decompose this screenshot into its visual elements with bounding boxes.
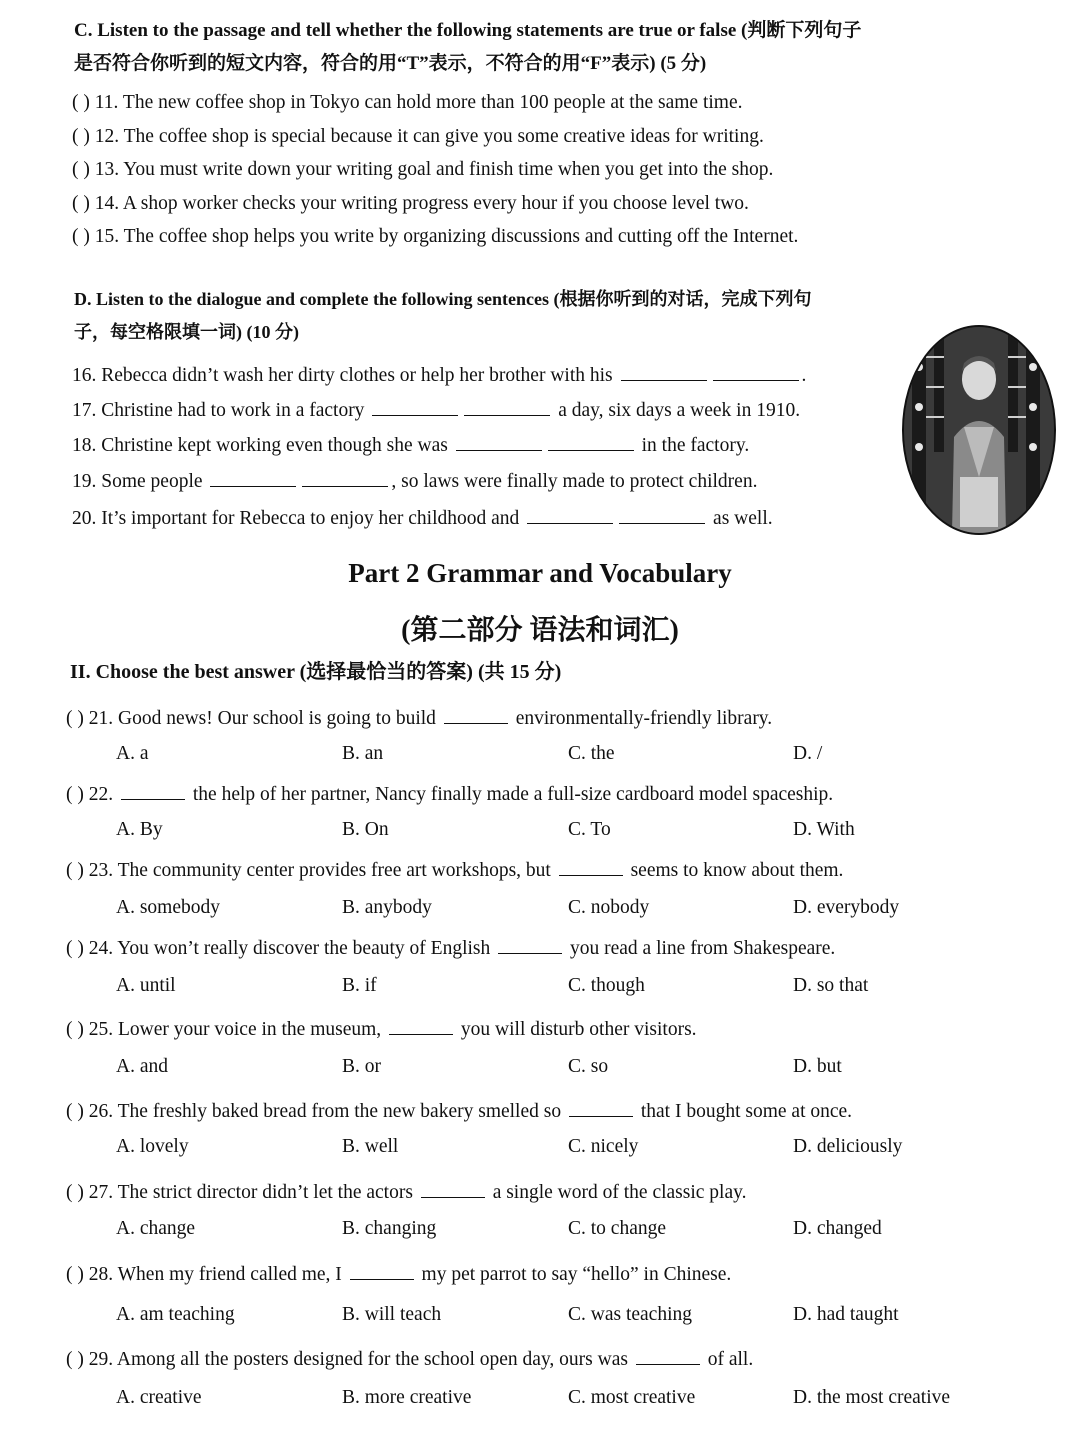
blank-17b[interactable] — [464, 397, 550, 416]
question-23-stem-end: seems to know about them. — [630, 860, 844, 881]
question-21-stem: ( ) 21. Good news! Our school is going to build — [66, 708, 436, 729]
blank-19a[interactable] — [210, 468, 296, 487]
sentence-18 — [72, 432, 749, 457]
question-28-stem-end: my pet parrot to say “hello” in Chinese. — [421, 1264, 732, 1285]
question-23-option-c[interactable]: C. nobody — [568, 897, 650, 918]
sentence-20-end: as well. — [713, 508, 773, 529]
answer-blank-24[interactable] — [498, 935, 562, 954]
section-d-heading-1: D. Listen to the dialogue and complete the following sentences (根据你听到的对话，完成下列句 — [74, 289, 812, 309]
question-23-option-a[interactable]: A. somebody — [116, 897, 220, 918]
question-27-stem: ( ) 27. The strict director didn’t let the actors — [66, 1182, 413, 1203]
sentence-17-text: 17. Christine had to work in a factory — [72, 400, 365, 421]
question-25-option-c[interactable]: C. so — [568, 1056, 609, 1077]
question-25-stem: ( ) 25. Lower your voice in the museum, — [66, 1019, 382, 1040]
statement-15: ( ) 15. The coffee shop helps you write by organizing discussions and cutting off the Internet. — [72, 226, 799, 247]
question-26-option-c[interactable]: C. nicely — [568, 1136, 639, 1157]
question-24-option-d[interactable]: D. so that — [793, 975, 869, 996]
question-21 — [66, 705, 772, 730]
answer-blank-21[interactable] — [444, 705, 508, 724]
question-29 — [66, 1346, 753, 1371]
question-24 — [66, 935, 835, 960]
answer-blank-28[interactable] — [350, 1261, 414, 1280]
sentence-19-text: 19. Some people — [72, 471, 203, 492]
question-29-option-a[interactable]: A. creative — [116, 1387, 202, 1408]
question-25-stem-end: you will disturb other visitors. — [460, 1019, 697, 1040]
question-24-option-c[interactable]: C. though — [568, 975, 645, 996]
question-26-option-d[interactable]: D. deliciously — [793, 1136, 903, 1157]
question-22-stem: ( ) 22. — [66, 784, 114, 805]
sentence-18-text: 18. Christine kept working even though she was — [72, 435, 448, 456]
sentence-16 — [72, 362, 806, 387]
question-23 — [66, 857, 843, 882]
question-29-option-c[interactable]: C. most creative — [568, 1387, 696, 1408]
question-25 — [66, 1016, 697, 1041]
question-27-stem-end: a single word of the classic play. — [492, 1182, 747, 1203]
question-27 — [66, 1179, 746, 1204]
section-ii-heading: II. Choose the best answer (选择最恰当的答案) (共 15 分) — [70, 661, 562, 683]
question-21-option-d[interactable]: D. / — [793, 743, 823, 764]
question-29-option-d[interactable]: D. the most creative — [793, 1387, 951, 1408]
question-28-stem: ( ) 28. When my friend called me, I — [66, 1264, 342, 1285]
sentence-20-text: 20. It’s important for Rebecca to enjoy her childhood and — [72, 508, 520, 529]
child-worker-photo — [902, 325, 1056, 535]
question-22-option-c[interactable]: C. To — [568, 819, 611, 840]
section-c-heading-1: C. Listen to the passage and tell whether the following statements are true or false (判断下列句子 — [74, 20, 862, 41]
blank-16b[interactable] — [713, 362, 799, 381]
question-22-stem-end: the help of her partner, Nancy finally made a full-size cardboard model spaceship. — [192, 784, 834, 805]
question-21-option-c[interactable]: C. the — [568, 743, 615, 764]
sentence-18-end: in the factory. — [641, 435, 750, 456]
blank-17a[interactable] — [372, 397, 458, 416]
sentence-16-end: . — [801, 365, 807, 386]
question-21-stem-end: environmentally-friendly library. — [515, 708, 773, 729]
question-26 — [66, 1098, 852, 1123]
statement-14: ( ) 14. A shop worker checks your writing progress every hour if you choose level two. — [72, 193, 749, 214]
answer-blank-23[interactable] — [559, 857, 623, 876]
blank-18b[interactable] — [548, 432, 634, 451]
question-27-option-a[interactable]: A. change — [116, 1218, 196, 1239]
question-26-option-a[interactable]: A. lovely — [116, 1136, 189, 1157]
question-24-stem: ( ) 24. You won’t really discover the beauty of English — [66, 938, 491, 959]
question-26-option-b[interactable]: B. well — [342, 1136, 399, 1157]
question-27-option-b[interactable]: B. changing — [342, 1218, 437, 1239]
question-29-stem-end: of all. — [707, 1349, 754, 1370]
question-22-option-d[interactable]: D. With — [793, 819, 855, 840]
answer-blank-25[interactable] — [389, 1016, 453, 1035]
question-22-option-a[interactable]: A. By — [116, 819, 163, 840]
question-21-option-a[interactable]: A. a — [116, 743, 149, 764]
question-25-option-b[interactable]: B. or — [342, 1056, 381, 1077]
section-d-heading-2: 子，每空格限填一词) (10 分) — [74, 322, 299, 342]
question-23-option-d[interactable]: D. everybody — [793, 897, 900, 918]
question-28-option-a[interactable]: A. am teaching — [116, 1304, 235, 1325]
blank-20b[interactable] — [619, 505, 705, 524]
question-22 — [66, 781, 833, 806]
statement-13: ( ) 13. You must write down your writing goal and finish time when you get into the shop. — [72, 159, 774, 180]
question-28 — [66, 1261, 731, 1286]
question-23-stem: ( ) 23. The community center provides free art workshops, but — [66, 860, 551, 881]
question-24-option-a[interactable]: A. until — [116, 975, 176, 996]
question-21-option-b[interactable]: B. an — [342, 743, 384, 764]
question-28-option-d[interactable]: D. had taught — [793, 1304, 899, 1325]
answer-blank-29[interactable] — [636, 1346, 700, 1365]
blank-20a[interactable] — [527, 505, 613, 524]
question-29-option-b[interactable]: B. more creative — [342, 1387, 472, 1408]
statement-11: ( ) 11. The new coffee shop in Tokyo can hold more than 100 people at the same time. — [72, 92, 743, 113]
section-c-heading-2: 是否符合你听到的短文内容，符合的用“T”表示，不符合的用“F”表示) (5 分) — [74, 53, 707, 74]
blank-16a[interactable] — [621, 362, 707, 381]
part-2-title: Part 2 Grammar and Vocabulary — [348, 558, 732, 588]
question-27-option-c[interactable]: C. to change — [568, 1218, 667, 1239]
question-28-option-b[interactable]: B. will teach — [342, 1304, 442, 1325]
question-25-option-d[interactable]: D. but — [793, 1056, 842, 1077]
question-23-option-b[interactable]: B. anybody — [342, 897, 432, 918]
answer-blank-27[interactable] — [421, 1179, 485, 1198]
part-2-subtitle: (第二部分 语法和词汇) — [401, 615, 679, 646]
answer-blank-26[interactable] — [569, 1098, 633, 1117]
sentence-17 — [72, 397, 800, 422]
sentence-20 — [72, 505, 773, 530]
answer-blank-22[interactable] — [121, 781, 185, 800]
question-25-option-a[interactable]: A. and — [116, 1056, 168, 1077]
blank-18a[interactable] — [456, 432, 542, 451]
question-26-stem: ( ) 26. The freshly baked bread from the new bakery smelled so — [66, 1101, 562, 1122]
question-29-stem: ( ) 29. Among all the posters designed for the school open day, ours was — [66, 1349, 628, 1370]
question-22-option-b[interactable]: B. On — [342, 819, 389, 840]
question-24-option-b[interactable]: B. if — [342, 975, 377, 996]
sentence-19-end: , so laws were finally made to protect children. — [391, 471, 758, 492]
photo-illustration — [904, 327, 1054, 533]
question-26-stem-end: that I bought some at once. — [640, 1101, 853, 1122]
question-28-option-c[interactable]: C. was teaching — [568, 1304, 693, 1325]
question-24-stem-end: you read a line from Shakespeare. — [570, 938, 836, 959]
sentence-19 — [72, 468, 757, 493]
blank-19b[interactable] — [302, 468, 388, 487]
question-27-option-d[interactable]: D. changed — [793, 1218, 882, 1239]
sentence-17-end: a day, six days a week in 1910. — [558, 400, 801, 421]
sentence-16-text: 16. Rebecca didn’t wash her dirty clothes or help her brother with his — [72, 365, 613, 386]
statement-12: ( ) 12. The coffee shop is special because it can give you some creative ideas for writing. — [72, 126, 764, 147]
